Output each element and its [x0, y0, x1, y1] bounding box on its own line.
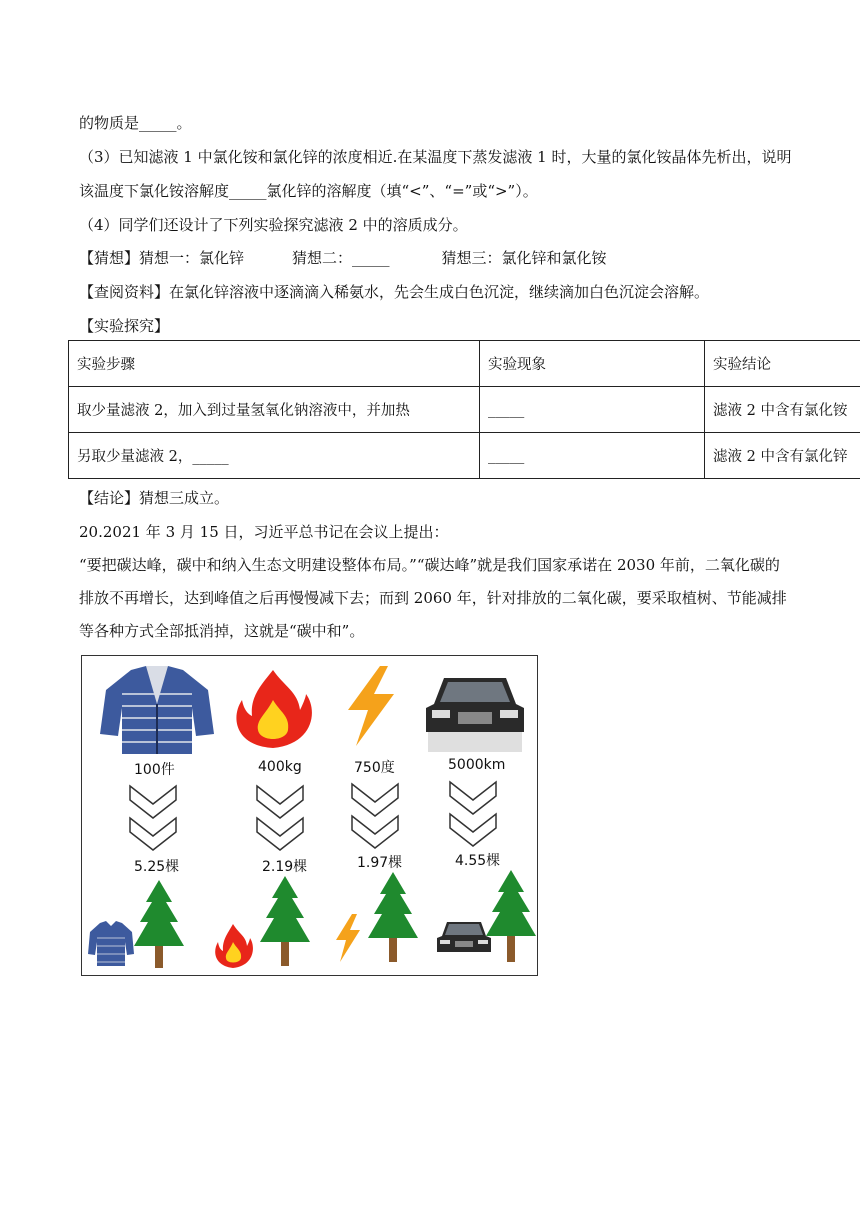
sweater-icon: [86, 920, 136, 968]
chevron-down-icon: [350, 782, 400, 854]
text-line-7: 【实验探究】: [79, 317, 170, 335]
car-icon: [420, 660, 530, 756]
table-cell: 滤液 2 中含有氯化铵: [705, 387, 860, 433]
sweater-icon: [96, 664, 218, 756]
amount-label: 750度: [354, 760, 395, 776]
carbon-neutral-figure: [81, 655, 538, 976]
text-line-1: 的物质是_____。: [79, 114, 192, 132]
tree-count-label: 5.25棵: [134, 859, 180, 875]
guess-line: [79, 248, 607, 268]
experiment-table: [68, 340, 860, 479]
amount-label: 5000km: [448, 757, 506, 773]
tree-icon: [258, 874, 312, 968]
text-line-6: 【查阅资料】在氯化锌溶液中逐滴滴入稀氨水，先会生成白色沉淀，继续滴加白色沉淀会溶解。: [79, 283, 710, 301]
text-line-9: 20.2021 年 3 月 15 日，习近平总书记在会议上提出：: [79, 523, 449, 541]
text-line-4: （4）同学们还设计了下列实验探究滤液 2 中的溶质成分。: [79, 216, 468, 234]
table-cell: 另取少量滤液 2，_____: [69, 433, 480, 479]
guess-heading: 【猜想】: [79, 249, 140, 267]
tree-count-label: 1.97棵: [357, 855, 403, 871]
guess-two: 猜想二：_____: [292, 249, 390, 267]
table-cell: 滤液 2 中含有氯化锌: [705, 433, 860, 479]
tree-count-label: 4.55棵: [455, 853, 501, 869]
guess-three: 猜想三：氯化锌和氯化铵: [441, 249, 607, 267]
text-line-2: （3）已知滤液 1 中氯化铵和氯化锌的浓度相近.在某温度下蒸发滤液 1 时，大量的氯化铵晶体先析出，说明: [79, 148, 792, 166]
table-header-cell: 实验结论: [705, 341, 860, 387]
table-header-row: [69, 341, 860, 387]
table-row: [69, 433, 860, 479]
fire-icon: [226, 666, 320, 752]
text-line-10: “要把碳达峰，碳中和纳入生态文明建设整体布局。”“碳达峰”就是我们国家承诺在 2030 年前，二氧化碳的: [79, 556, 780, 574]
table-row: [69, 387, 860, 433]
table-header-cell: 实验现象: [480, 341, 705, 387]
text-line-8: 【结论】猜想三成立。: [79, 489, 230, 507]
text-line-11: 排放不再增长，达到峰值之后再慢慢减下去；而到 2060 年，针对排放的二氧化碳，要采取植树、节能减排: [79, 589, 787, 607]
guess-one: 猜想一：氯化锌: [139, 249, 245, 267]
tree-icon: [484, 868, 538, 964]
text-line-3: 该温度下氯化铵溶解度_____氯化锌的溶解度（填“<”、“=”或“>”）。: [79, 182, 538, 200]
table-cell: _____: [480, 387, 705, 433]
lightning-icon: [330, 912, 366, 964]
table-cell: _____: [480, 433, 705, 479]
amount-label: 400kg: [258, 759, 302, 775]
tree-count-label: 2.19棵: [262, 859, 308, 875]
table-header-cell: 实验步骤: [69, 341, 480, 387]
tree-icon: [366, 870, 420, 964]
amount-label: 100件: [134, 762, 175, 778]
chevron-down-icon: [255, 784, 305, 856]
chevron-down-icon: [128, 784, 178, 856]
tree-icon: [132, 878, 186, 970]
chevron-down-icon: [448, 780, 498, 852]
table-cell: 取少量滤液 2，加入到过量氢氧化钠溶液中，并加热: [69, 387, 480, 433]
text-line-12: 等各种方式全部抵消掉，这就是“碳中和”。: [79, 622, 365, 640]
lightning-icon: [332, 662, 412, 750]
fire-icon: [210, 922, 256, 970]
